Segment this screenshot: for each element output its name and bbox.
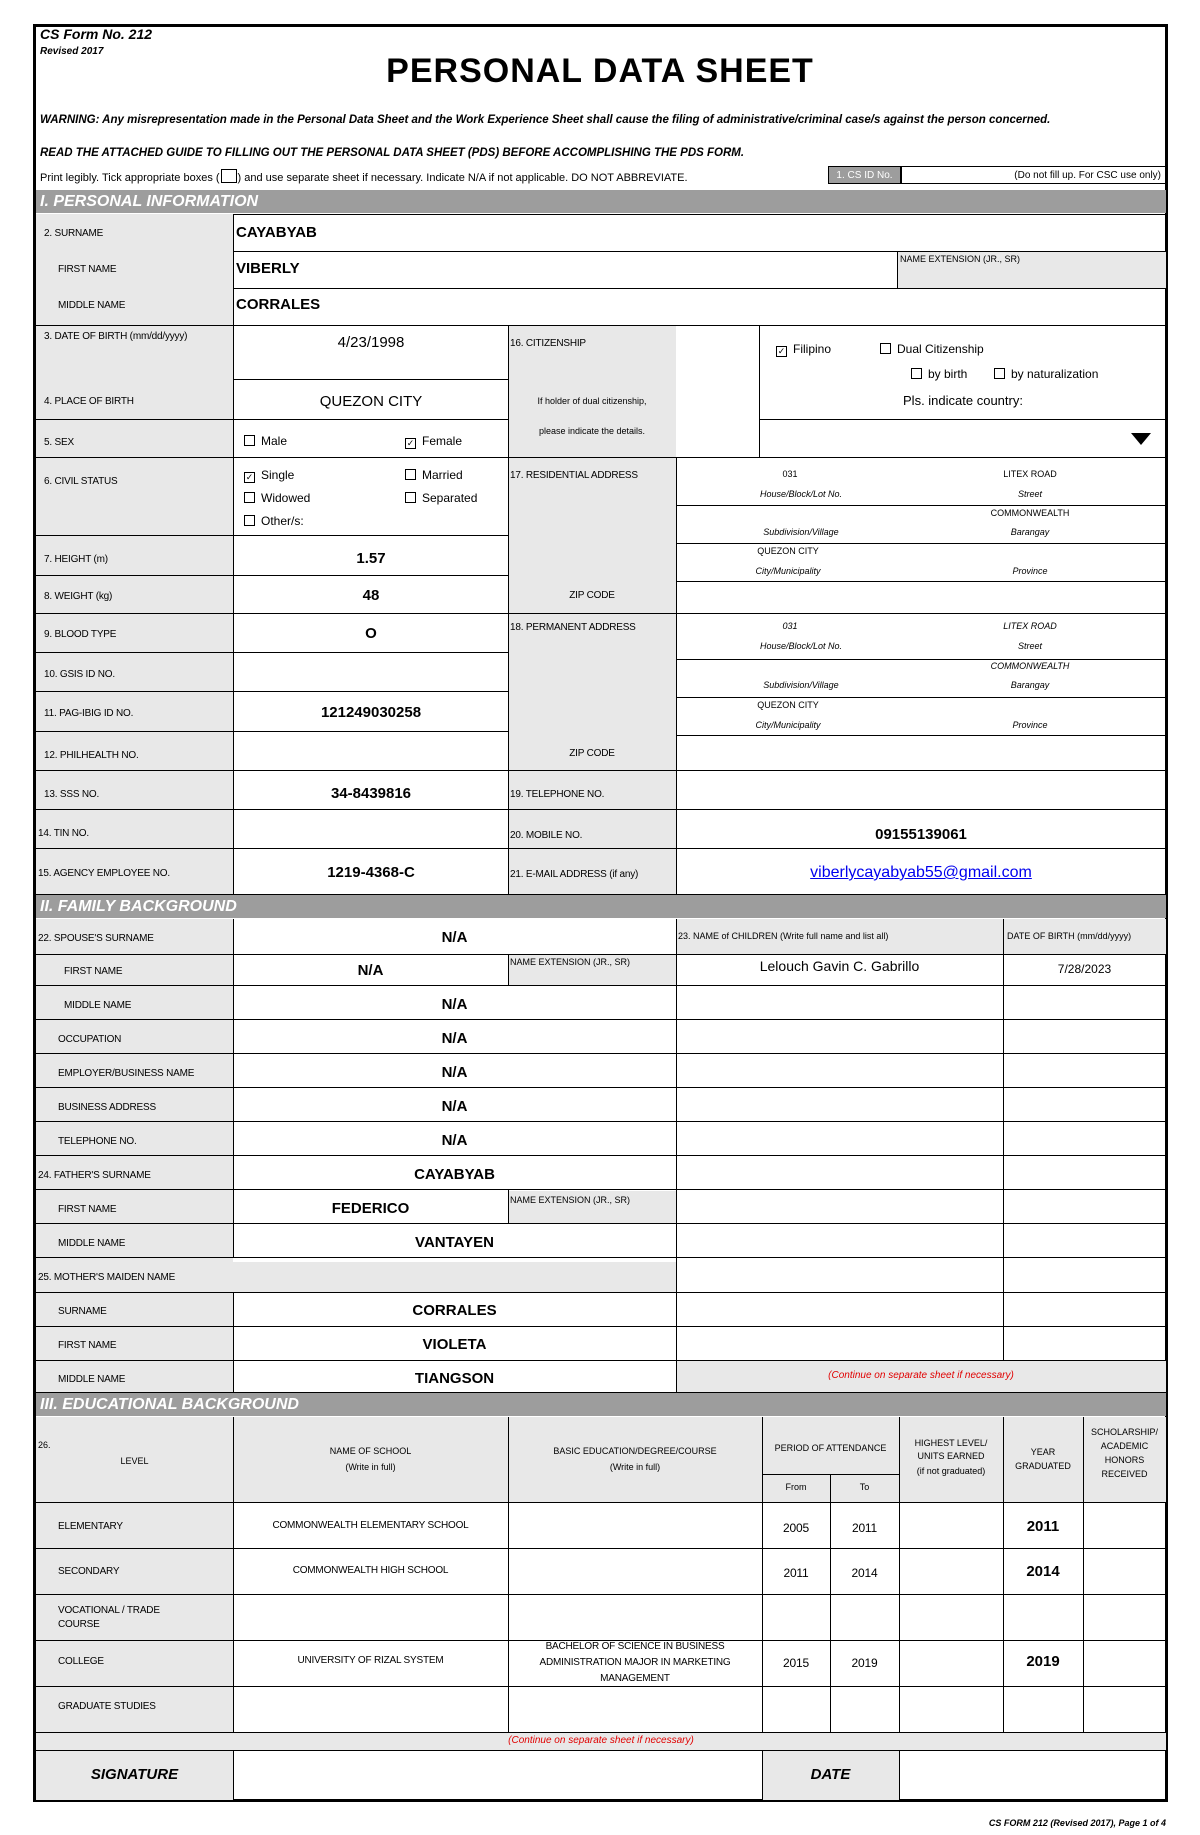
perm-house-caption: House/Block/Lot No. (759, 641, 843, 651)
pagibig-field[interactable]: 121249030258 (320, 704, 422, 721)
section-education-header: III. EDUCATIONAL BACKGROUND (36, 1393, 1166, 1416)
civil-separated-option[interactable]: Separated (405, 491, 477, 505)
mobile-field[interactable]: 09155139061 (875, 826, 967, 843)
business-address-field[interactable]: N/A (441, 1098, 468, 1115)
mother-label-row (233, 1262, 676, 1292)
res-house-field[interactable]: 031 (782, 469, 798, 479)
occupation-field[interactable]: N/A (441, 1030, 468, 1047)
sex-female-option[interactable]: ✓ Female (406, 434, 463, 448)
gsis-label: 10. GSIS ID NO. (44, 669, 115, 680)
agency-label: 15. AGENCY EMPLOYEE NO. (38, 868, 170, 879)
spouse-telephone-field[interactable]: N/A (441, 1132, 468, 1149)
checkbox-icon[interactable] (405, 492, 416, 503)
spouse-middle-name-label: MIDDLE NAME (64, 1000, 132, 1011)
employer-field[interactable]: N/A (441, 1064, 468, 1081)
from-elementary[interactable]: 2005 (783, 1521, 809, 1535)
father-middle-name-label: MIDDLE NAME (58, 1238, 126, 1249)
citizenship-by-birth-option[interactable]: by birth (911, 367, 967, 381)
spouse-surname-field[interactable]: N/A (441, 929, 468, 946)
citizenship-dual-option[interactable]: Dual Citizenship (880, 342, 984, 356)
signature-field[interactable] (233, 1751, 762, 1800)
middle-name-label: MIDDLE NAME (58, 300, 126, 311)
education-continue-note: (Continue on separate sheet if necessary) (508, 1735, 694, 1746)
to-secondary[interactable]: 2014 (851, 1566, 878, 1580)
spouse-first-name-label: FIRST NAME (64, 966, 123, 977)
checkbox-icon[interactable] (244, 435, 255, 446)
to-header: To (859, 1482, 870, 1492)
from-college[interactable]: 2015 (783, 1656, 809, 1670)
education-number: 26. (38, 1440, 51, 1450)
children-name-header: 23. NAME of CHILDREN (Write full name and list all) (678, 931, 889, 941)
employer-label: EMPLOYER/BUSINESS NAME (58, 1068, 195, 1079)
dob-label: 3. DATE OF BIRTH (mm/dd/yyyy) (44, 331, 188, 342)
section-family-header: II. FAMILY BACKGROUND (36, 895, 1166, 918)
perm-subdivision-caption: Subdivision/Village (763, 680, 839, 690)
spouse-middle-name-field[interactable]: N/A (441, 996, 468, 1013)
course-header: BASIC EDUCATION/DEGREE/COURSE (553, 1446, 717, 1456)
perm-city-caption: City/Municipality (755, 720, 821, 730)
residential-address-label: 17. RESIDENTIAL ADDRESS (510, 470, 638, 481)
citizenship-note-a: If holder of dual citizenship, (537, 396, 647, 406)
tin-label: 14. TIN NO. (38, 828, 89, 839)
civil-widowed-option[interactable]: Widowed (244, 491, 310, 505)
mother-first-name-label: FIRST NAME (58, 1340, 117, 1351)
cs-id-label: 1. CS ID No. (828, 166, 901, 184)
level-secondary: SECONDARY (58, 1566, 120, 1577)
middle-name-field[interactable]: CORRALES (236, 296, 321, 313)
surname-field[interactable]: CAYABYAB (236, 224, 317, 241)
citizenship-note-b: please indicate the details. (538, 426, 646, 436)
cs-id-field: (Do not fill up. For CSC use only) (901, 166, 1166, 184)
mother-middle-name-field[interactable]: TIANGSON (414, 1370, 495, 1387)
sss-field[interactable]: 34-8439816 (330, 785, 412, 802)
email-field[interactable]: viberlycayabyab55@gmail.com (810, 864, 1032, 881)
mother-surname-field[interactable]: CORRALES (412, 1302, 497, 1319)
first-name-label: FIRST NAME (58, 264, 117, 275)
from-secondary[interactable]: 2011 (783, 1566, 809, 1580)
citizenship-naturalization-option[interactable]: by naturalization (994, 367, 1098, 381)
res-street-caption: Street (1017, 489, 1042, 499)
page-title: PERSONAL DATA SHEET (386, 52, 814, 90)
country-dropdown[interactable] (760, 420, 1166, 456)
spouse-name-ext-label: NAME EXTENSION (JR., SR) (510, 957, 631, 967)
year-college[interactable]: 2019 (1026, 1653, 1060, 1670)
spouse-telephone-label: TELEPHONE NO. (58, 1136, 137, 1147)
pob-field[interactable]: QUEZON CITY (319, 393, 423, 410)
civil-single-option[interactable]: ✓ Single (245, 468, 295, 482)
pob-label: 4. PLACE OF BIRTH (44, 396, 134, 407)
to-college[interactable]: 2019 (851, 1656, 878, 1670)
date-field[interactable] (899, 1751, 1166, 1800)
perm-zip-label: ZIP CODE (569, 748, 615, 759)
child-name-field[interactable]: Lelouch Gavin C. Gabrillo (759, 958, 920, 974)
father-middle-name-field[interactable]: VANTAYEN (415, 1234, 494, 1251)
surname-label: 2. SURNAME (44, 228, 104, 239)
res-city-field[interactable]: QUEZON CITY (757, 546, 819, 556)
period-header: PERIOD OF ATTENDANCE (774, 1443, 887, 1453)
level-elementary: ELEMENTARY (58, 1521, 123, 1532)
res-city-caption: City/Municipality (755, 566, 821, 576)
level-header: LEVEL (120, 1456, 149, 1466)
school-secondary[interactable]: COMMONWEALTH HIGH SCHOOL (292, 1565, 449, 1576)
section-personal-header: I. PERSONAL INFORMATION (36, 190, 1166, 213)
checkbox-icon[interactable] (244, 515, 255, 526)
height-field[interactable]: 1.57 (356, 550, 386, 567)
email-label: 21. E-MAIL ADDRESS (if any) (510, 869, 639, 880)
perm-street-caption: Street (1017, 641, 1042, 651)
page-footer: CS FORM 212 (Revised 2017), Page 1 of 4 (988, 1818, 1166, 1828)
perm-street-field[interactable]: LITEX ROAD (1003, 621, 1057, 631)
year-graduated-header: YEAR GRADUATED (1015, 1447, 1071, 1471)
perm-house-field[interactable]: 031 (782, 621, 798, 631)
res-barangay-field[interactable]: COMMONWEALTH (990, 508, 1070, 518)
to-elementary[interactable]: 2011 (851, 1521, 877, 1535)
occupation-label: OCCUPATION (58, 1034, 122, 1045)
checkbox-icon[interactable] (244, 492, 255, 503)
civil-married-option[interactable]: Married (405, 468, 463, 482)
checkbox-checked-icon[interactable]: ✓ (406, 438, 415, 448)
mother-middle-name-label: MIDDLE NAME (58, 1374, 126, 1385)
res-zip-label: ZIP CODE (569, 590, 615, 601)
agency-field[interactable]: 1219-4368-C (327, 864, 415, 881)
mobile-label: 20. MOBILE NO. (510, 830, 583, 841)
father-surname-field[interactable]: CAYABYAB (414, 1166, 495, 1183)
school-subheader: (Write in full) (345, 1462, 396, 1472)
checkbox-icon[interactable] (880, 343, 891, 354)
name-extension-label: NAME EXTENSION (JR., SR) (900, 254, 1021, 264)
perm-barangay-caption: Barangay (1010, 680, 1050, 690)
mother-surname-label: SURNAME (58, 1306, 107, 1317)
signature-label: SIGNATURE (90, 1766, 179, 1783)
res-province-caption: Province (1012, 566, 1048, 576)
res-house-caption: House/Block/Lot No. (759, 489, 843, 499)
highest-level-header: HIGHEST LEVEL/ UNITS EARNED (914, 1438, 988, 1461)
first-name-field[interactable]: VIBERLY (236, 260, 300, 277)
form-number: CS Form No. 212 (40, 26, 153, 42)
res-subdivision-caption: Subdivision/Village (763, 527, 839, 537)
level-vocational: VOCATIONAL / TRADE COURSE (58, 1605, 160, 1630)
permanent-address-label: 18. PERMANENT ADDRESS (510, 622, 636, 633)
res-street-field[interactable]: LITEX ROAD (1003, 469, 1057, 479)
perm-province-caption: Province (1012, 720, 1048, 730)
read-guide-text: READ THE ATTACHED GUIDE TO FILLING OUT THE PERSONAL DATA SHEET (PDS) BEFORE ACCOMPLISHING THE PDS FORM. (40, 147, 745, 159)
checkbox-icon[interactable] (911, 368, 922, 379)
sex-label: 5. SEX (44, 437, 74, 448)
perm-barangay-field[interactable]: COMMONWEALTH (990, 661, 1070, 671)
telephone-label: 19. TELEPHONE NO. (510, 789, 605, 800)
pagibig-label: 11. PAG-IBIG ID NO. (44, 708, 134, 719)
philhealth-label: 12. PHILHEALTH NO. (44, 750, 139, 761)
date-label: DATE (810, 1766, 851, 1783)
blood-type-label: 9. BLOOD TYPE (44, 629, 117, 640)
children-dob-header: DATE OF BIRTH (mm/dd/yyyy) (1007, 931, 1132, 941)
year-elementary[interactable]: 2011 (1026, 1518, 1060, 1535)
weight-label: 8. WEIGHT (kg) (44, 591, 113, 602)
height-label: 7. HEIGHT (m) (44, 554, 108, 565)
highest-level-subheader: (if not graduated) (916, 1466, 986, 1476)
child-dob-field[interactable]: 7/28/2023 (1057, 962, 1112, 976)
weight-field[interactable]: 48 (362, 587, 380, 604)
sss-label: 13. SSS NO. (44, 789, 100, 800)
course-college[interactable]: BACHELOR OF SCIENCE IN BUSINESS ADMINISTRATION MAJOR IN MARKETING MANAGEMENT (539, 1641, 731, 1684)
warning-text: WARNING: Any misrepresentation made in the Personal Data Sheet and the Work Experience Sheet shall cause the filing of administrative/criminal case/s against the person concerned. (40, 114, 1051, 126)
school-college[interactable]: UNIVERSITY OF RIZAL SYSTEM (297, 1655, 444, 1666)
course-subheader: (Write in full) (609, 1462, 661, 1472)
school-elementary[interactable]: COMMONWEALTH ELEMENTARY SCHOOL (272, 1520, 469, 1531)
father-name-ext-label: NAME EXTENSION (JR., SR) (510, 1195, 631, 1205)
perm-city-field[interactable]: QUEZON CITY (757, 700, 819, 710)
spouse-first-name-field[interactable]: N/A (357, 962, 384, 979)
father-first-name-label: FIRST NAME (58, 1204, 117, 1215)
level-graduate-studies: GRADUATE STUDIES (58, 1701, 156, 1712)
mother-maiden-name-label: 25. MOTHER'S MAIDEN NAME (38, 1272, 176, 1283)
level-college: COLLEGE (58, 1656, 104, 1667)
school-header: NAME OF SCHOOL (329, 1446, 412, 1456)
spouse-surname-label: 22. SPOUSE'S SURNAME (38, 933, 154, 944)
year-secondary[interactable]: 2014 (1026, 1563, 1060, 1580)
citizenship-filipino-option[interactable]: ✓ Filipino (777, 342, 832, 356)
mother-first-name-field[interactable]: VIOLETA (422, 1336, 487, 1353)
sex-male-option[interactable]: Male (244, 434, 287, 448)
blood-type-field[interactable]: O (365, 625, 377, 642)
form-revised: Revised 2017 (40, 46, 104, 57)
checkbox-checked-icon[interactable]: ✓ (245, 472, 254, 482)
children-continue-note: (Continue on separate sheet if necessary) (828, 1370, 1014, 1381)
from-header: From (785, 1482, 807, 1492)
civil-status-label: 6. CIVIL STATUS (44, 476, 118, 487)
tick-box-icon (221, 169, 237, 183)
citizenship-indicate-label: Pls. indicate country: (903, 393, 1023, 408)
civil-others-option[interactable]: Other/s: (244, 514, 304, 528)
checkbox-icon[interactable] (994, 368, 1005, 379)
father-first-name-field[interactable]: FEDERICO (331, 1200, 410, 1217)
father-surname-label: 24. FATHER'S SURNAME (38, 1170, 151, 1181)
res-barangay-caption: Barangay (1010, 527, 1050, 537)
checkbox-checked-icon[interactable]: ✓ (777, 346, 786, 356)
business-address-label: BUSINESS ADDRESS (58, 1102, 156, 1113)
citizenship-label: 16. CITIZENSHIP (510, 338, 586, 349)
checkbox-icon[interactable] (405, 469, 416, 480)
dropdown-arrow-icon[interactable] (1131, 433, 1151, 445)
dob-field[interactable]: 4/23/1998 (337, 334, 405, 351)
print-legibly-text: Print legibly. Tick appropriate boxes ( ) and use separate sheet if necessary. Indicate N/A if not applicable. DO NOT ABBREVIATE. (40, 169, 688, 184)
honors-header: SCHOLARSHIP/ ACADEMIC HONORS RECEIVED (1090, 1427, 1159, 1479)
